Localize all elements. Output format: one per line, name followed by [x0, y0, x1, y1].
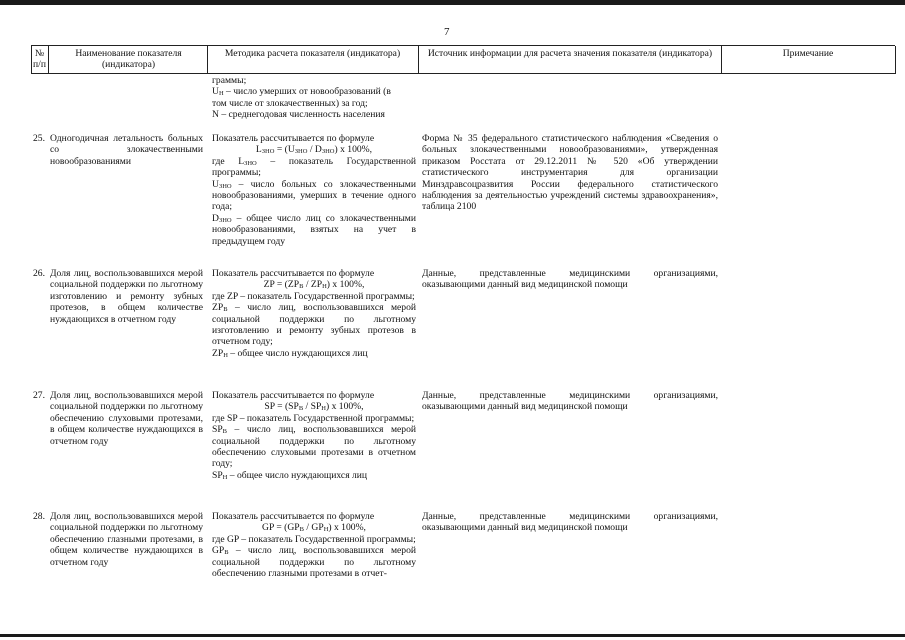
- continuation-line: $U_H$ – число умерших от новообразований (в: [212, 86, 391, 98]
- header-col-name: Наименование показателя (индикатора): [75, 48, 182, 71]
- method-body: где SP – показатель Государственной программы; $SP_B$ – число лиц, воспользовавшихся мерой социальной поддержки по льготному обеспечению слуховыми протезами в отчетном году; $SP_H$ – общее число нуждающихся лиц: [212, 412, 416, 481]
- bottom-border: [0, 634, 905, 637]
- continuation-line: граммы;: [212, 75, 247, 86]
- row-number: 27.: [33, 390, 45, 401]
- indicator-name: Доля лиц, воспользовавшихся мерой социальной поддержки по льготному изготовлению и ремонту зубных протезов, в общем количестве нуждающихся в отчетном году: [50, 268, 203, 325]
- row-number: 25.: [33, 133, 45, 144]
- method-intro: Показатель рассчитывается по формуле: [212, 511, 375, 522]
- header-bottom-rule: [31, 73, 895, 74]
- header-col-method: Методика расчета показателя (индикатора): [224, 48, 401, 59]
- continuation-line: N – среднегодовая численность населения: [212, 109, 385, 121]
- method-body: где $L_{ЗНО}$ – показатель Государственной программы; $U_{ЗНО}$ – число больных со злокачественными новообразованиями, умерших в течение одного года; $D_{ЗНО}$ – общее число лиц со злокачественными новообразованиями, взятых на учет в предыдущем году: [212, 155, 416, 247]
- formula: GP = $(GP_B / GP_H)$ х 100%,: [262, 522, 366, 534]
- method-body: где GP – показатель Государственной программы; $GP_B$ – число лиц, воспользовавшихся мерой социальной поддержки по льготному обеспечению глазными протезами в отчет-: [212, 533, 416, 580]
- source-cell: Данные, представленные медицинскими организациями, оказывающими данный вид медицинской помощи: [422, 390, 718, 413]
- indicator-name: Доля лиц, воспользовавшихся мерой социальной поддержки по льготному обеспечению глазными протезами, в общем количестве нуждающихся в отчетном году: [50, 511, 203, 568]
- continuation-line: том числе от злокачественных) за год;: [212, 97, 368, 109]
- indicator-name: Доля лиц, воспользовавшихся мерой социальной поддержки по льготному обеспечению слуховыми протезами, в общем количестве нуждающихся в отчетном году: [50, 390, 203, 447]
- row-number: 28.: [33, 511, 45, 522]
- row-number: 26.: [33, 268, 45, 279]
- source-cell: Форма № 35 федерального статистического наблюдения «Сведения о больных злокачественными новообразованиями», утвержденная приказом Росстата от 29.12.2011 № 520 «Об утверждении статистического инструментария для организации Минздравсоцразвития России федерального статистического наблюдения за деятельностью учреждений системы здравоохранения», таблица 2100: [422, 133, 718, 213]
- method-cell: [212, 390, 416, 481]
- method-cell: [212, 133, 416, 247]
- formula: $L_{ЗНО} = (U_{ЗНО} / D_{ЗНО})$ х 100%,: [255, 144, 373, 156]
- header-col-source: Источник информации для расчета значения показателя (индикатора): [427, 48, 713, 59]
- col-divider: [418, 46, 419, 74]
- top-border: [0, 0, 905, 5]
- col-divider: [895, 46, 896, 74]
- col-divider: [48, 46, 49, 74]
- method-intro: Показатель рассчитывается по формуле: [212, 390, 375, 401]
- header-col-num: № п/п: [33, 48, 46, 71]
- source-cell: Данные, представленные медицинскими организациями, оказывающими данный вид медицинской помощи: [422, 511, 718, 534]
- source-cell: Данные, представленные медицинскими организациями, оказывающими данный вид медицинской помощи: [422, 268, 718, 291]
- method-intro: Показатель рассчитывается по формуле: [212, 133, 375, 144]
- header-col-note: Примечание: [782, 48, 834, 59]
- indicator-name: Одногодичная летальность больных со злокачественными новообразованиями: [50, 133, 203, 167]
- formula: SP = $(SP_B / SP_H)$ х 100%,: [264, 401, 364, 413]
- page-number: 7: [444, 26, 450, 38]
- method-body: где ZP – показатель Государственной программы; $ZP_B$ – число лиц, воспользовавшихся мерой социальной поддержки по льготному изготовлению и ремонту зубных протезов в отчетном году; $ZP_H$ – общее число нуждающихся лиц: [212, 290, 416, 359]
- method-intro: Показатель рассчитывается по формуле: [212, 268, 375, 279]
- continuation-text: [212, 75, 417, 121]
- header-top-rule: [31, 45, 895, 46]
- formula: ZP = $(ZP_B / ZP_H)$ х 100%,: [263, 279, 365, 291]
- method-cell: [212, 268, 416, 359]
- method-cell: [212, 511, 416, 579]
